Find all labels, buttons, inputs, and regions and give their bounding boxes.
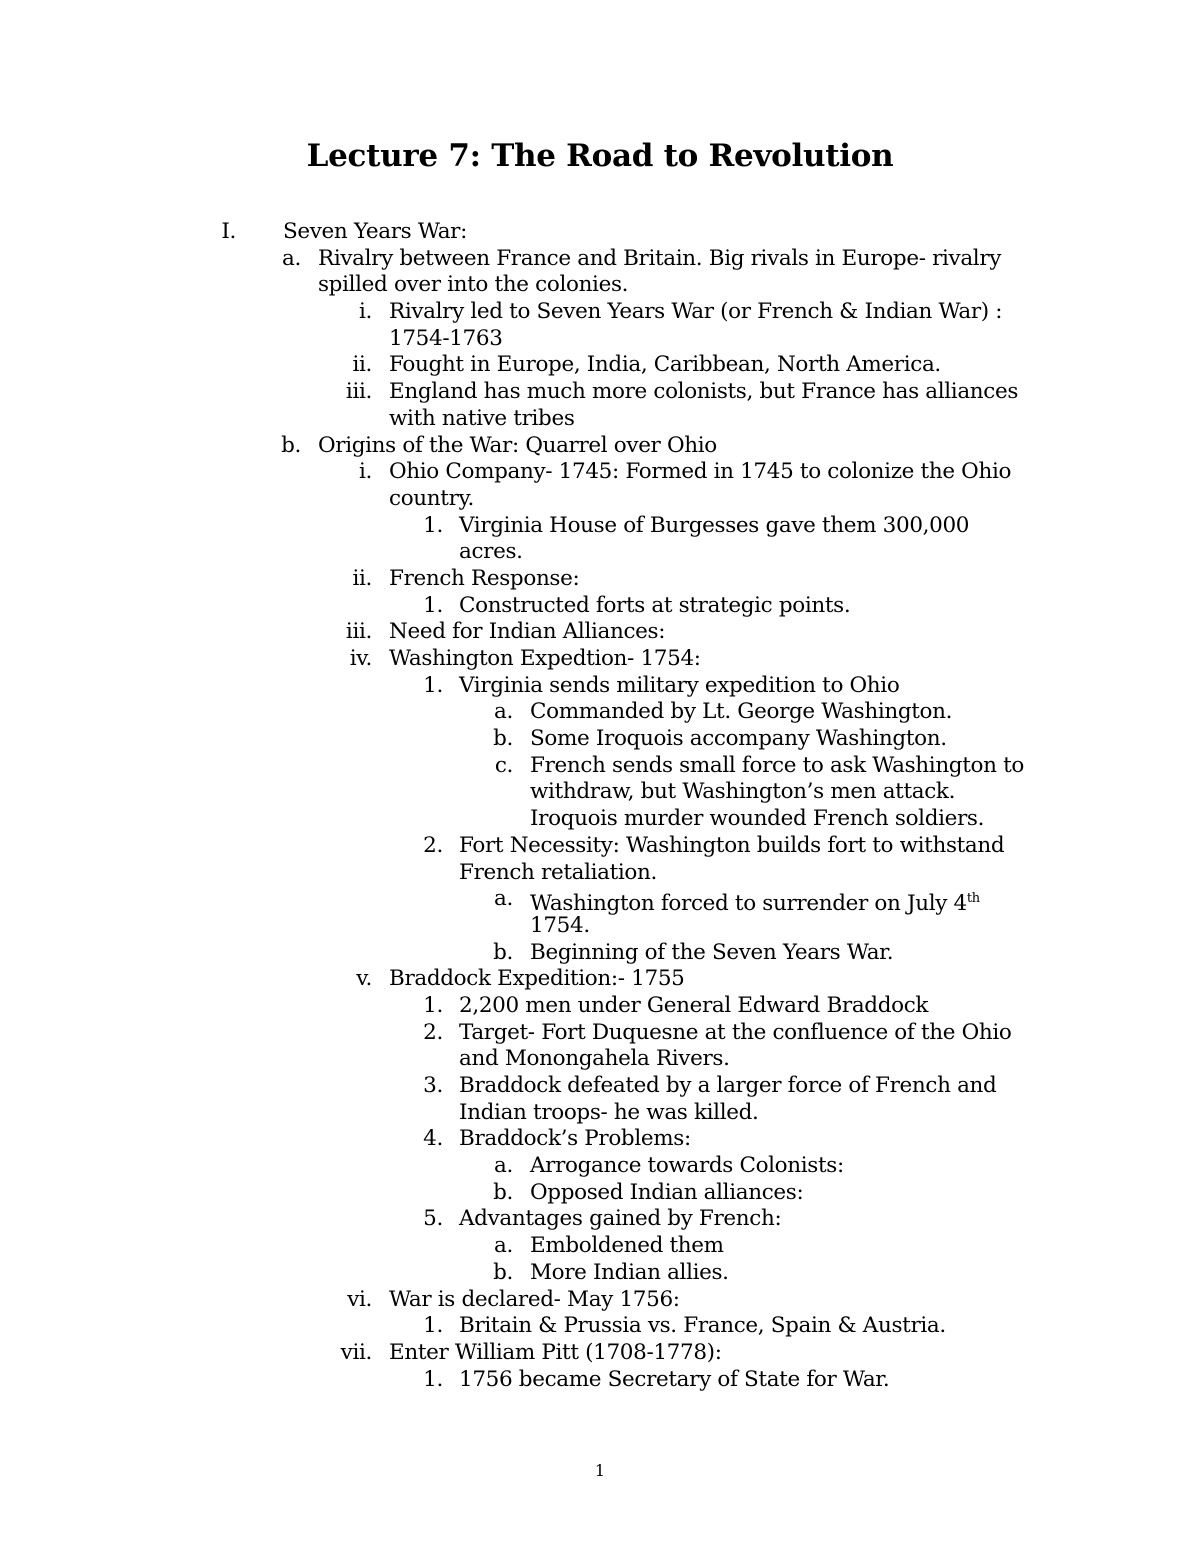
outline-text bbox=[530, 726, 947, 753]
outline-line bbox=[0, 1073, 1200, 1100]
outline-line bbox=[0, 406, 1200, 433]
outline-marker: ii. bbox=[352, 352, 372, 378]
outline-text bbox=[283, 219, 467, 246]
outline-text-main: Advantages gained by French: bbox=[459, 1206, 782, 1232]
outline-text bbox=[530, 1153, 844, 1180]
outline-line bbox=[0, 566, 1200, 593]
outline-marker: 2. bbox=[423, 832, 443, 858]
outline-line bbox=[0, 299, 1200, 326]
outline-line bbox=[0, 1313, 1200, 1340]
outline-marker: i. bbox=[358, 459, 372, 485]
outline-marker: vi. bbox=[347, 1286, 372, 1312]
outline-text bbox=[459, 1100, 759, 1127]
page-title: Lecture 7: The Road to Revolution bbox=[306, 138, 894, 174]
outline-text-main: Beginning of the Seven Years War. bbox=[530, 939, 894, 965]
outline-marker: b. bbox=[493, 1259, 513, 1285]
outline-marker: 1. bbox=[423, 992, 443, 1018]
outline-text bbox=[459, 673, 899, 700]
outline-line bbox=[0, 459, 1200, 486]
outline-line bbox=[0, 1367, 1200, 1394]
outline-marker: 3. bbox=[423, 1073, 443, 1098]
outline-marker: iii. bbox=[345, 379, 372, 405]
outline-text-main: Need for Indian Alliances: bbox=[389, 619, 666, 645]
outline-text-main: 1754. bbox=[530, 912, 590, 938]
outline-text-main: 1754-1763 bbox=[389, 325, 503, 351]
outline-text bbox=[530, 913, 590, 940]
outline-line bbox=[0, 1340, 1200, 1367]
outline-text bbox=[389, 379, 1018, 406]
outline-line bbox=[0, 593, 1200, 620]
outline-text-main: acres. bbox=[459, 539, 523, 565]
outline-line bbox=[0, 886, 1200, 917]
outline-text-main: French sends small force to ask Washington to bbox=[530, 752, 1024, 778]
outline-marker: b. bbox=[493, 1179, 513, 1205]
outline-text bbox=[459, 1367, 889, 1394]
outline-line bbox=[0, 1126, 1200, 1153]
outline-text bbox=[459, 1206, 781, 1233]
outline-marker: b. bbox=[493, 726, 513, 752]
outline-line bbox=[0, 352, 1200, 379]
outline-text-main: French Response: bbox=[389, 565, 580, 591]
outline-text bbox=[459, 513, 969, 540]
outline-text-main: War is declared- May 1756: bbox=[389, 1286, 680, 1312]
outline-text bbox=[530, 806, 984, 833]
outline-text bbox=[318, 272, 628, 299]
outline-text-main: Enter William Pitt (1708-1778): bbox=[389, 1339, 722, 1365]
outline-text-main: Arrogance towards Colonists: bbox=[530, 1153, 844, 1179]
outline-text-main: 1756 became Secretary of State for War. bbox=[459, 1366, 890, 1392]
outline-text bbox=[459, 1020, 1012, 1047]
outline-text-main: Rivalry led to Seven Years War (or French & Indian War) : bbox=[389, 299, 1003, 325]
outline-text-main: Braddock defeated by a larger force of French and bbox=[459, 1073, 997, 1098]
outline-text-main: Braddock Expedition:- 1755 bbox=[389, 966, 685, 992]
outline-line bbox=[0, 219, 1200, 246]
outline-line bbox=[0, 699, 1200, 726]
outline-text-main: Seven Years War: bbox=[283, 219, 467, 244]
outline-text bbox=[318, 433, 717, 460]
outline-line bbox=[0, 806, 1200, 833]
outline-line bbox=[0, 1020, 1200, 1047]
outline-line bbox=[0, 646, 1200, 673]
outline-text bbox=[389, 299, 1002, 326]
outline-text bbox=[530, 1180, 803, 1207]
outline-line bbox=[0, 1153, 1200, 1180]
outline-marker: b. bbox=[281, 432, 301, 458]
outline-marker: i. bbox=[358, 299, 372, 325]
page-number: 1 bbox=[594, 1461, 606, 1480]
outline-marker: iii. bbox=[345, 619, 372, 645]
outline-text-main: Virginia House of Burgesses gave them 300,000 bbox=[459, 512, 970, 538]
outline-line bbox=[0, 1260, 1200, 1287]
outline-text-main: Iroquois murder wounded French soldiers. bbox=[530, 806, 985, 832]
outline-text-main: Indian troops- he was killed. bbox=[459, 1099, 759, 1125]
ordinal-superscript: th bbox=[966, 891, 980, 907]
outline-text-main: spilled over into the colonies. bbox=[318, 272, 629, 298]
outline-text-main: with native tribes bbox=[389, 405, 575, 431]
outline-text-main: French retaliation. bbox=[459, 859, 658, 885]
outline-line bbox=[0, 1287, 1200, 1314]
outline-text bbox=[459, 860, 657, 887]
outline-line bbox=[0, 833, 1200, 860]
outline-text-main: Fort Necessity: Washington builds fort to withstand bbox=[459, 832, 1005, 858]
outline-line bbox=[0, 860, 1200, 887]
outline-text-main: England has much more colonists, but France has alliances bbox=[389, 379, 1019, 405]
outline-marker: a. bbox=[494, 886, 513, 912]
outline-text bbox=[318, 246, 1001, 273]
outline-text-main: and Monongahela Rivers. bbox=[459, 1046, 730, 1072]
outline-text bbox=[389, 619, 665, 646]
outline-text-main: withdraw, but Washington’s men attack. bbox=[530, 779, 956, 805]
outline-text bbox=[389, 966, 684, 993]
outline-text-main: Britain & Prussia vs. France, Spain & Austria. bbox=[459, 1313, 946, 1339]
outline-text-main: Opposed Indian alliances: bbox=[530, 1179, 804, 1205]
outline-line bbox=[0, 1180, 1200, 1207]
outline-marker: v. bbox=[356, 966, 372, 992]
outline-text-main: 2,200 men under General Edward Braddock bbox=[459, 992, 929, 1018]
outline-marker: 1. bbox=[423, 592, 443, 618]
outline-line bbox=[0, 326, 1200, 353]
outline-text-main: Fought in Europe, India, Caribbean, North America. bbox=[389, 352, 941, 378]
outline-text bbox=[459, 1046, 730, 1073]
outline-marker: 5. bbox=[423, 1206, 443, 1232]
outline-line bbox=[0, 1233, 1200, 1260]
outline-text-main: country. bbox=[389, 485, 474, 511]
outline-text bbox=[459, 1313, 946, 1340]
outline-line bbox=[0, 966, 1200, 993]
outline-line bbox=[0, 619, 1200, 646]
outline-marker: a. bbox=[282, 245, 301, 271]
outline-text bbox=[459, 833, 1004, 860]
outline-line bbox=[0, 272, 1200, 299]
outline-marker: vii. bbox=[340, 1339, 372, 1365]
outline-text-main: Ohio Company- 1745: Formed in 1745 to colonize the Ohio bbox=[389, 459, 1012, 485]
outline-line bbox=[0, 1100, 1200, 1127]
outline-text-main: Constructed forts at strategic points. bbox=[459, 592, 851, 618]
outline-marker: 1. bbox=[423, 672, 443, 698]
outline-line bbox=[0, 1206, 1200, 1233]
outline-marker: ii. bbox=[352, 565, 372, 591]
outline-text bbox=[389, 1287, 680, 1314]
outline-line bbox=[0, 1046, 1200, 1073]
outline-marker: 1. bbox=[423, 1366, 443, 1392]
outline-text bbox=[459, 1073, 996, 1100]
outline-marker: a. bbox=[494, 1233, 513, 1259]
outline-marker: 1. bbox=[423, 1313, 443, 1339]
outline-line bbox=[0, 246, 1200, 273]
outline-text-main: Commanded by Lt. George Washington. bbox=[530, 699, 953, 725]
outline-text bbox=[389, 566, 579, 593]
outline-text bbox=[389, 352, 941, 379]
outline-text-main: Braddock’s Problems: bbox=[459, 1126, 691, 1152]
outline-marker: 1. bbox=[423, 512, 443, 538]
outline-line bbox=[0, 673, 1200, 700]
outline-marker: c. bbox=[494, 752, 513, 778]
outline-line bbox=[0, 539, 1200, 566]
outline-text bbox=[459, 593, 850, 620]
outline-text bbox=[459, 993, 928, 1020]
outline-marker: I. bbox=[221, 219, 236, 244]
outline-text-main: Target- Fort Duquesne at the confluence of the Ohio bbox=[459, 1019, 1012, 1045]
outline-marker: 4. bbox=[423, 1126, 443, 1152]
outline-text-main: Some Iroquois accompany Washington. bbox=[530, 726, 947, 752]
outline-text bbox=[459, 539, 523, 566]
outline-text-main: Origins of the War: Quarrel over Ohio bbox=[318, 432, 717, 458]
outline-text bbox=[459, 1126, 691, 1153]
outline-line bbox=[0, 433, 1200, 460]
outline-marker: 2. bbox=[423, 1019, 443, 1045]
outline-marker: a. bbox=[494, 1153, 513, 1179]
outline-line bbox=[0, 913, 1200, 940]
outline-marker: a. bbox=[494, 699, 513, 725]
outline-text bbox=[389, 1340, 722, 1367]
outline-text-main: Virginia sends military expedition to Ohio bbox=[459, 672, 900, 698]
outline-marker: b. bbox=[493, 939, 513, 965]
outline-line bbox=[0, 726, 1200, 753]
outline-text bbox=[389, 486, 474, 513]
outline-line bbox=[0, 940, 1200, 967]
outline-text bbox=[530, 779, 955, 806]
outline-text-main: Emboldened them bbox=[530, 1233, 724, 1259]
outline-text bbox=[530, 1233, 724, 1260]
outline-text bbox=[389, 459, 1011, 486]
outline-marker: iv. bbox=[349, 646, 372, 671]
outline-text bbox=[530, 940, 893, 967]
outline-text bbox=[530, 1260, 729, 1287]
outline-list bbox=[0, 219, 1200, 1393]
outline-line bbox=[0, 993, 1200, 1020]
outline-text bbox=[389, 646, 701, 673]
outline-text bbox=[530, 753, 1024, 780]
outline-line bbox=[0, 779, 1200, 806]
outline-line bbox=[0, 753, 1200, 780]
outline-text bbox=[389, 406, 575, 433]
outline-text-main: Washington forced to surrender on July 4 bbox=[530, 891, 967, 917]
outline-line bbox=[0, 513, 1200, 540]
outline-text-main: Washington Expedtion- 1754: bbox=[389, 646, 701, 671]
outline-line bbox=[0, 379, 1200, 406]
outline-text-main: More Indian allies. bbox=[530, 1259, 729, 1285]
outline-text-main: Rivalry between France and Britain. Big rivals in Europe- rivalry bbox=[318, 245, 1002, 271]
outline-text bbox=[530, 699, 952, 726]
outline-text bbox=[389, 326, 503, 353]
outline-line bbox=[0, 486, 1200, 513]
